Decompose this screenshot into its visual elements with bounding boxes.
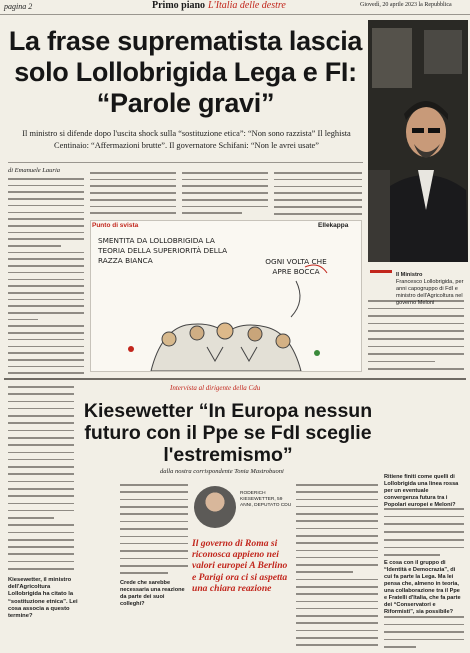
photo-illustration [368,20,468,262]
main-deck: Il ministro si difende dopo l'uscita shock sulla “sostituzione etica”: “Non sono razzista” Il leghista Centinaio: “Affermazioni brutte”. Il governatore Schifani: “Non le avrei usate” [22,129,351,150]
interview-column-1 [8,386,74,570]
byline: di Emanuele Lauria [8,167,60,174]
interview-headline: Kiesewetter “In Europa nessun futuro con il Ppe se FdI sceglie l'estremismo” [83,400,373,466]
page-number: pagina 2 [4,2,33,11]
photo-caption-label: Il Ministro [396,272,423,278]
caption-marker [370,270,392,294]
cartoon-speech: OGNI VOLTA CHE APRE BOCCA [265,257,327,276]
kiesewetter-portrait [194,486,236,528]
interview-question-1: Kiesewetter, il ministro dell'Agricoltura Lollobrigida ha citato la “sostituzione etnica”. Lei cosa associa a questo termine? [8,577,78,620]
cartoon-caption: SMENTITA DA LOLLOBRIGIDA LA TEORIA DELLA SUPERIORITÀ DELLA RAZZA BIANCA [98,236,228,265]
article-column-3 [182,172,268,214]
interview-byline: dalla nostra corrispondente Tonia Mastrobuoni [160,468,284,475]
interview-kicker: Intervista al dirigente della Cdu [170,384,261,392]
portrait-caption: RODERICH KIESEWETTER, 59 ANNI, DEPUTATO CDU [240,491,292,508]
article-column-2 [90,172,176,214]
interview-column-4a [384,508,464,556]
photo-caption [396,272,466,307]
interview-column-3 [296,484,378,646]
section-title: Primo piano [152,0,206,11]
divider [8,162,363,163]
main-headline: La frase suprematista lascia solo Lollobrigida Lega e FI: “Parole gravi” [8,26,363,118]
section-subtitle: L'Italia delle destre [208,0,286,11]
minister-photo [368,20,468,262]
date-line: Giovedì, 20 aprile 2023 la Repubblica [360,2,452,8]
article-column-5 [368,300,464,370]
interview-question-4: E cosa con il gruppo di “Identità e Democrazia”, di cui fa parte la Lega. Ma lei pensa che, almeno in teoria, una collaborazione tra il Ppe e Fratelli d'Italia, che fa parte dei “Conservatori e Riformisti”, sia possibile? [384,560,461,615]
interview-question-2: Crede che sarebbe necessaria una reazione da parte dei suoi colleghi? [120,580,185,607]
photo-caption-text: Francesco Lollobrigida, per anni capogruppo di FdI e ministro dell'Agricoltura nel governo Meloni [396,279,464,306]
interview-question-3: Ritiene finiti come quelli di Lollobrigida una linea rossa per un eventuale convergenza futura tra i Popolari europei e Meloni? [384,474,459,508]
interview-column-4b [384,616,464,648]
cartoon-label: Punto di svista [92,222,139,229]
cartoon-author: Ellekappa [318,222,349,229]
article-column-1 [8,178,84,374]
section-divider [4,378,466,380]
pull-quote: Il governo di Roma si riconosca appieno nei valori europei A Berlino e Parigi ora ci si aspetta una chiara reazione [192,538,288,594]
interview-column-2 [120,484,188,574]
